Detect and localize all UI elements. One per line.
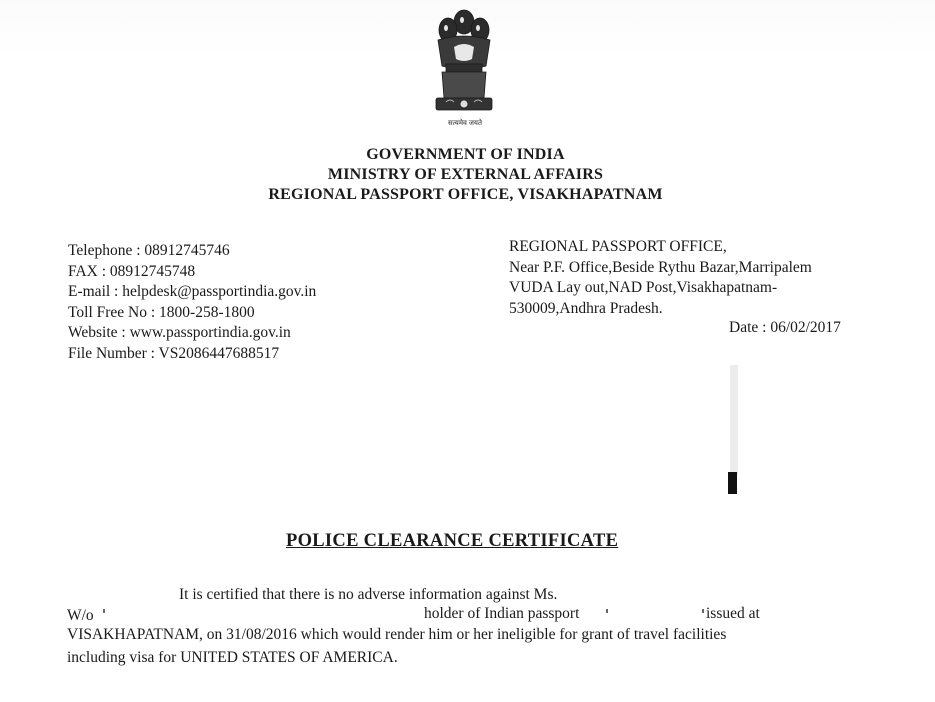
issue-date: Date : 06/02/2017	[729, 319, 841, 336]
certificate-text-prefix: W/o	[67, 607, 94, 624]
contact-file-number: File Number : VS2086447688517	[68, 344, 280, 362]
scan-artifact	[730, 365, 738, 475]
header-government: GOVERNMENT OF INDIA	[366, 146, 565, 163]
certificate-text-line: including visa for UNITED STATES OF AMERICA.	[67, 649, 398, 666]
header-office: REGIONAL PASSPORT OFFICE, VISAKHAPATNAM	[268, 186, 663, 203]
office-address-line: 530009,Andhra Pradesh.	[509, 299, 663, 317]
redaction-tick	[103, 609, 105, 613]
contact-toll-free: Toll Free No : 1800-258-1800	[68, 303, 255, 321]
office-address	[509, 237, 812, 319]
certificate-text-line: VISAKHAPATNAM, on 31/08/2016 which would render him or her ineligible for grant of travel facilities	[67, 626, 727, 643]
certificate-text-passport: holder of Indian passport	[424, 605, 580, 622]
office-address-line: REGIONAL PASSPORT OFFICE,	[509, 238, 727, 255]
redaction-tick	[606, 609, 608, 613]
office-address-line: Near P.F. Office,Beside Rythu Bazar,Marripalem	[509, 258, 812, 276]
contact-details	[68, 241, 316, 364]
redaction-tick	[702, 609, 704, 613]
certificate-title: POLICE CLEARANCE CERTIFICATE	[286, 531, 619, 551]
header-ministry: MINISTRY OF EXTERNAL AFFAIRS	[327, 166, 604, 183]
contact-fax: FAX : 08912745748	[68, 262, 196, 280]
contact-telephone: Telephone : 08912745746	[68, 242, 230, 259]
contact-email: E-mail : helpdesk@passportindia.gov.in	[68, 283, 317, 300]
redaction-mark	[728, 472, 737, 494]
national-emblem-icon	[424, 2, 504, 132]
office-address-line: VUDA Lay out,NAD Post,Visakhapatnam-	[509, 279, 778, 296]
contact-website: Website : www.passportindia.gov.in	[68, 324, 291, 341]
certificate-text-issued: issued at	[706, 605, 760, 622]
emblem-motto: सत्यमेव जयते	[448, 119, 482, 127]
certificate-text-line: It is certified that there is no adverse information against Ms.	[179, 586, 558, 603]
